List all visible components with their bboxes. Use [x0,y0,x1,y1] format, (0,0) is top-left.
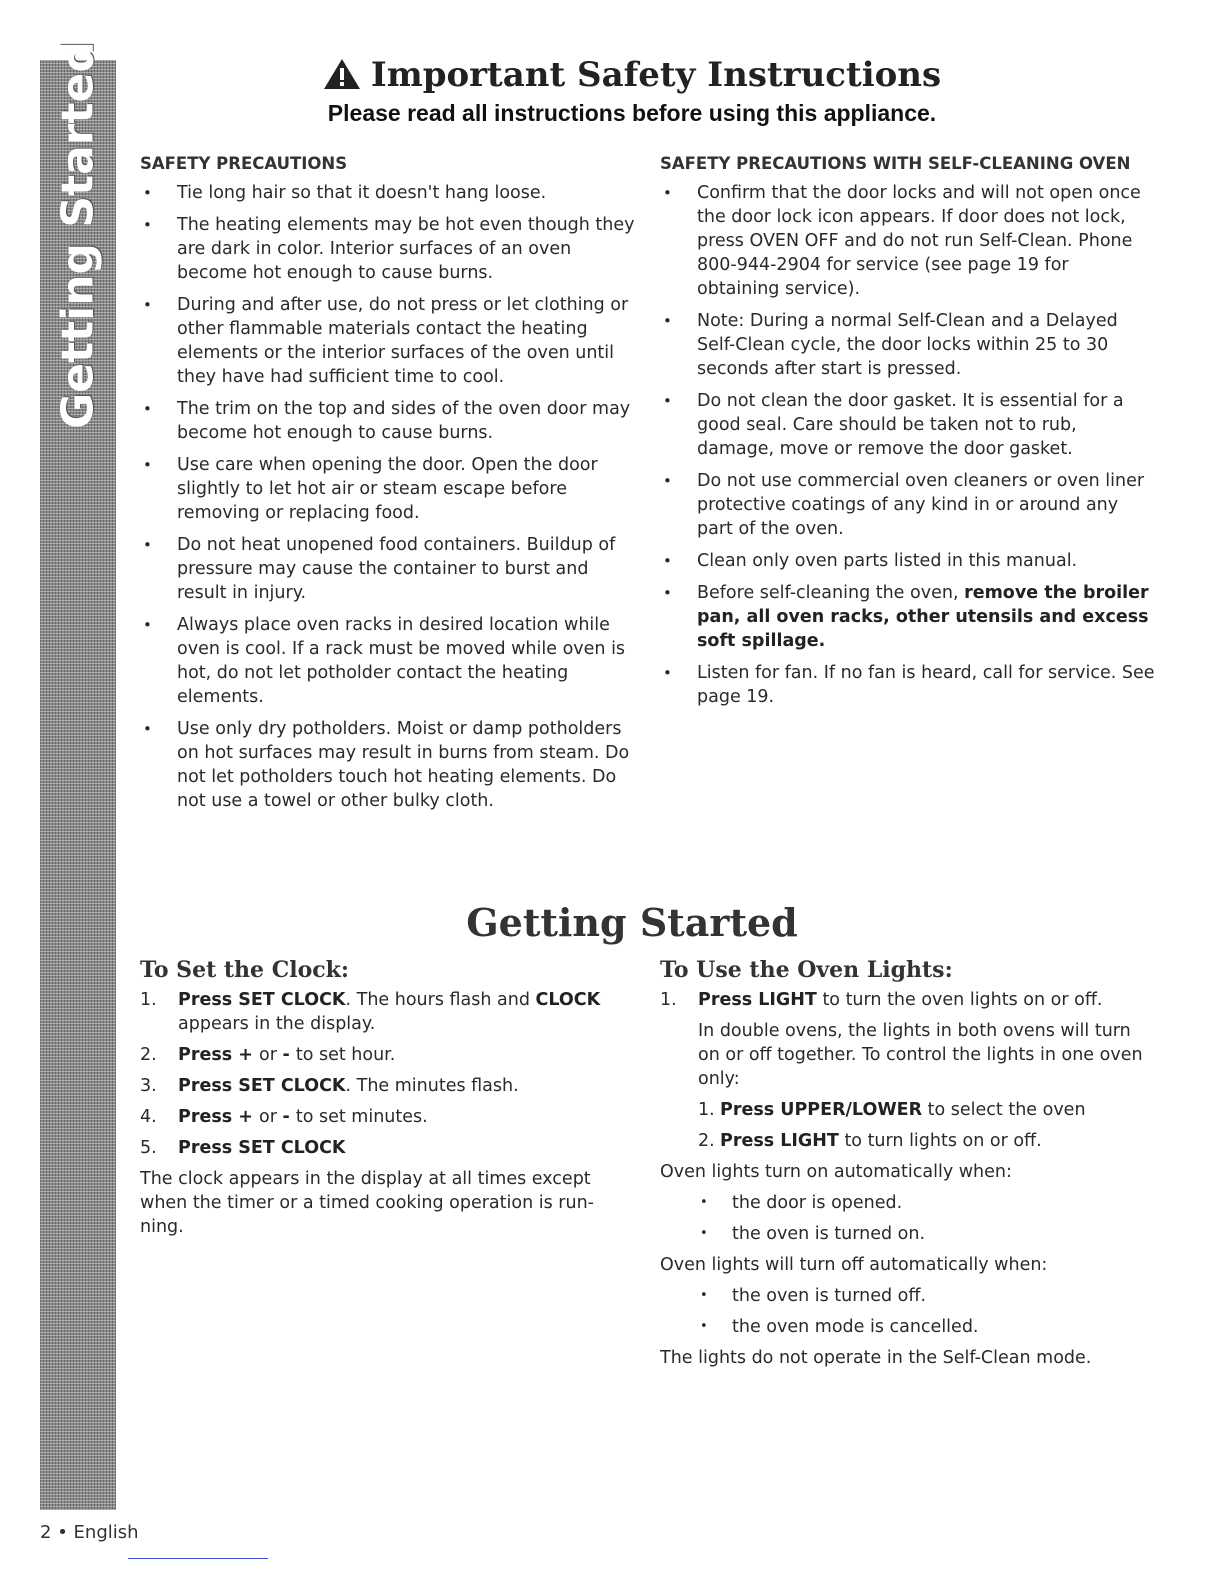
getting-started-heading: Getting Started [466,900,798,945]
warning-triangle-icon [323,58,361,90]
list-item: • The trim on the top and sides of the oven door may become hot enough to cause burns. [140,397,635,445]
step-bold: Press SET CLOCK [178,990,346,1010]
step-text: to set hour. [295,1045,396,1065]
list-item: • Note: During a normal Self-Clean and a Delayed Self-Clean cycle, the door locks within 25 to 30 seconds after start is pressed. [660,309,1155,381]
double-oven-note: In double ovens, the lights in both ovens will turn on or off together. To control the lights in one oven only: [698,1021,1143,1089]
page-number: 2 [40,1522,52,1543]
list-item: • Do not use commercial oven cleaners or oven liner protective coatings of any kind in or around any part of the oven. [660,469,1155,541]
step-text: appears in the display. [178,1014,376,1034]
step-number: 2. [140,1045,157,1065]
step-bold: Press + [178,1045,260,1065]
list-item: • Use only dry potholders. Moist or damp potholders on hot surfaces may result in burns from steam. Do not let potholders touch hot heating elements. Do not use a towel or other bulky cloth. [140,717,635,813]
safety-precautions-column [140,152,635,821]
self-clean-heading: SAFETY PRECAUTIONS WITH SELF-CLEANING OVEN [660,154,1131,173]
substep-item [698,1098,1155,1122]
list-item: • Use care when opening the door. Open the door slightly to let hot air or steam escape before removing or replacing food. [140,453,635,525]
list-item: • Listen for fan. If no fan is heard, call for service. See page 19. [660,661,1155,709]
step-bold: Press SET CLOCK [178,1076,346,1096]
item-bold-text: remove the broiler pan, all oven racks, other utensils and excess soft spillage. [697,583,1149,651]
step-bold: Press + [178,1107,260,1127]
title-text: Important Safety Instructions [370,55,942,95]
list-item [660,581,1155,653]
substep-number: 2. [698,1131,715,1151]
oven-lights-section [660,958,1155,1377]
step-item [660,988,1155,1012]
footer-language: English [73,1522,139,1543]
self-clean-column [660,152,1155,717]
step-item [140,1074,620,1098]
self-clean-list [660,181,1155,709]
side-tab-label: Getting Started [52,41,104,429]
set-clock-heading: To Set the Clock: [140,957,349,983]
step-bold: - [282,1045,296,1065]
lights-final-note: The lights do not operate in the Self-Clean mode. [660,1348,1092,1368]
page-footer [40,1522,139,1543]
clock-note: The clock appears in the display at all times except when the timer or a timed cooking operation is run-ning. [140,1169,594,1237]
lights-on-intro: Oven lights turn on automatically when: [660,1162,1012,1182]
step-number: 4. [140,1107,157,1127]
step-text: to turn lights on or off. [838,1131,1042,1151]
list-item: • the oven mode is cancelled. [700,1315,1155,1339]
step-bold: Press LIGHT [720,1131,839,1151]
list-item: • Do not heat unopened food containers. Buildup of pressure may cause the container to burst and result in injury. [140,533,635,605]
footer-rule [128,1558,268,1559]
step-text: . The hours flash and [345,990,536,1010]
step-bold: CLOCK [535,990,601,1010]
safety-precautions-list [140,181,635,813]
item-text: Before self-cleaning the oven, [697,583,965,603]
step-item [660,1019,1155,1091]
step-number: 1. [660,990,677,1010]
oven-lights-heading: To Use the Oven Lights: [660,957,953,983]
safety-precautions-heading: SAFETY PRECAUTIONS [140,154,348,173]
set-clock-section [140,958,620,1246]
list-item: • Confirm that the door locks and will not open once the door lock icon appears. If door does not lock, press OVEN OFF and do not run Self-Clean. Phone 800-944-2904 for service (see page 19 for obtaining service). [660,181,1155,301]
oven-lights-substeps [660,1098,1155,1153]
lights-on-list [660,1191,1155,1246]
substep-number: 1. [698,1100,715,1120]
list-item: • The heating elements may be hot even though they are dark in color. Interior surfaces of an oven become hot enough to cause burns. [140,213,635,285]
lights-off-list [660,1284,1155,1339]
step-text: or [259,1107,283,1127]
footer-separator: • [57,1522,68,1543]
step-text: to set minutes. [295,1107,428,1127]
step-bold: Press SET CLOCK [178,1138,346,1158]
step-number: 1. [140,990,157,1010]
lights-off-intro: Oven lights will turn off automatically when: [660,1255,1048,1275]
step-number: 5. [140,1138,157,1158]
list-item: • the oven is turned off. [700,1284,1155,1308]
list-item: • the oven is turned on. [700,1222,1155,1246]
step-text: to turn the oven lights on or off. [816,990,1103,1010]
step-text: . The minutes flash. [345,1076,519,1096]
step-text: to select the oven [922,1100,1086,1120]
step-bold: Press LIGHT [698,990,817,1010]
step-item [140,1136,620,1160]
list-item: • Always place oven racks in desired location while oven is cool. If a rack must be moved while oven is hot, do not let potholder contact the heating elements. [140,613,635,709]
list-item: • Clean only oven parts listed in this manual. [660,549,1155,573]
oven-lights-steps [660,988,1155,1091]
list-item: • the door is opened. [700,1191,1155,1215]
set-clock-steps [140,988,620,1160]
step-item [140,1043,620,1067]
step-item [140,1105,620,1129]
step-bold: - [282,1107,296,1127]
step-number: 3. [140,1076,157,1096]
list-item: • Do not clean the door gasket. It is essential for a good seal. Care should be taken not to rub, damage, move or remove the door gasket. [660,389,1155,461]
step-bold: Press UPPER/LOWER [720,1100,923,1120]
list-item: • Tie long hair so that it doesn't hang loose. [140,181,635,205]
list-item: • During and after use, do not press or let clothing or other flammable materials contact the heating elements or the interior surfaces of the oven until they have had sufficient time to cool. [140,293,635,389]
page-title [0,55,1224,95]
page-subtitle: Please read all instructions before using this appliance. [327,100,937,126]
substep-item [698,1129,1155,1153]
step-text: or [259,1045,283,1065]
step-item [140,988,620,1036]
